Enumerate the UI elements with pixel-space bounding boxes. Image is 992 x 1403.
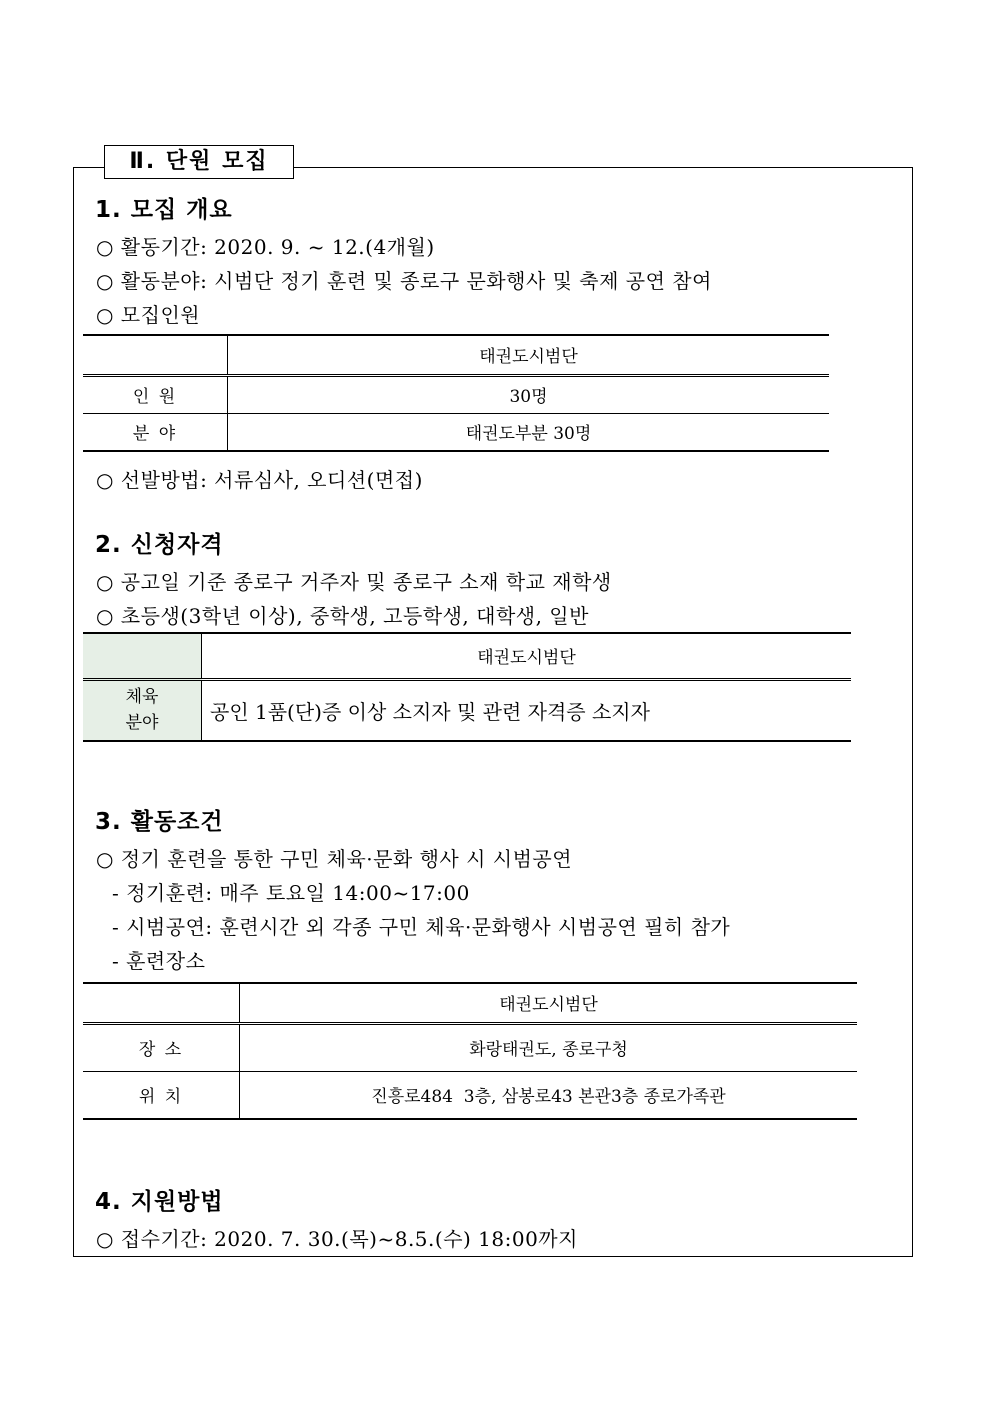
row-label-place: 장 소 (83, 1023, 240, 1071)
section-1-heading: 1. 모집 개요 (95, 197, 233, 223)
training-location-label: - 훈련장소 (112, 949, 206, 973)
row-label-field: 분 야 (83, 413, 228, 451)
eligibility-table (83, 632, 851, 742)
recruit-table-header: 태권도시범단 (228, 335, 830, 375)
selection-method: ○ 선발방법: 서류심사, 오디션(면접) (96, 468, 423, 492)
demonstration-info: - 시범공연: 훈련시간 외 각종 구민 체육·문화행사 시범공연 필히 참가 (112, 915, 731, 939)
row-value-field: 태권도부분 30명 (228, 413, 830, 451)
row-label-headcount: 인 원 (83, 375, 228, 413)
row-value-headcount: 30명 (509, 387, 548, 407)
section-title: Ⅱ. 단원 모집 (104, 145, 294, 179)
location-table (83, 982, 857, 1120)
recruit-count-label: ○ 모집인원 (96, 303, 201, 327)
activity-condition: ○ 정기 훈련을 통한 구민 체육·문화 행사 시 시범공연 (96, 847, 573, 871)
location-table-header: 태권도시범단 (240, 983, 858, 1023)
recruit-table (83, 334, 829, 452)
eligibility-table-header: 태권도시범단 (202, 633, 852, 679)
section-3-heading: 3. 활동조건 (95, 809, 224, 835)
training-schedule: - 정기훈련: 매주 토요일 14:00~17:00 (112, 881, 470, 905)
activity-field: ○ 활동분야: 시범단 정기 훈련 및 종로구 문화행사 및 축제 공연 참여 (96, 269, 712, 293)
application-period: ○ 접수기간: 2020. 7. 30.(목)~8.5.(수) 18:00까지 (96, 1227, 578, 1251)
eligibility-1: ○ 공고일 기준 종로구 거주자 및 종로구 소재 학교 재학생 (96, 570, 612, 594)
section-4-heading: 4. 지원방법 (95, 1189, 224, 1215)
section-2-heading: 2. 신청자격 (95, 532, 224, 558)
row-value-place: 화랑태권도, 종로구청 (469, 1040, 628, 1060)
row-value-address: 진흥로484 3층, 삼봉로43 본관3층 종로가족관 (240, 1071, 858, 1119)
row-label-sports: 체육 분야 (83, 679, 202, 741)
eligibility-2: ○ 초등생(3학년 이상), 중학생, 고등학생, 대학생, 일반 (96, 604, 589, 628)
row-label-address: 위 치 (83, 1071, 240, 1119)
activity-period: ○ 활동기간: 2020. 9. ~ 12.(4개월) (96, 235, 435, 259)
row-value-sports: 공인 1품(단)증 이상 소지자 및 관련 자격증 소지자 (210, 699, 650, 724)
